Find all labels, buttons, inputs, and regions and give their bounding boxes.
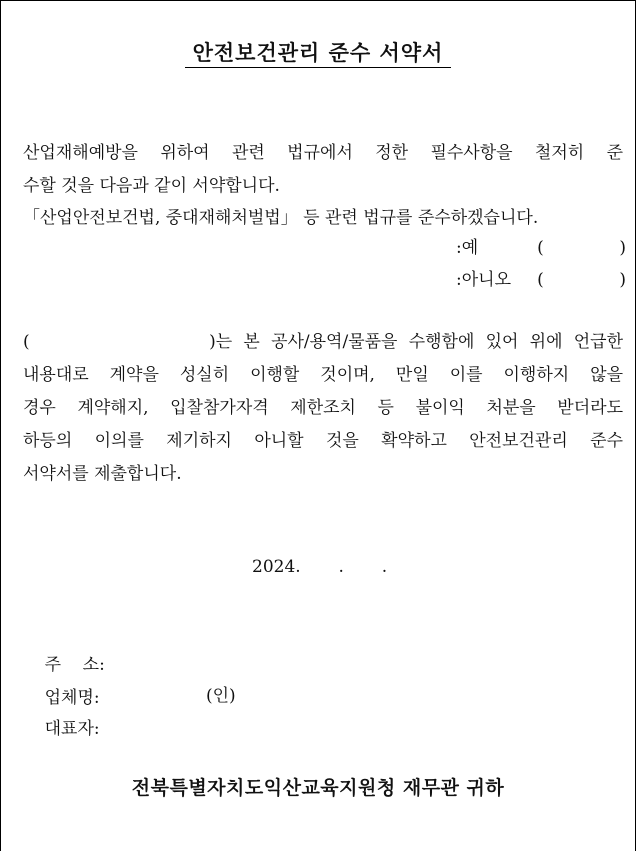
pledge-paragraph	[23, 326, 623, 491]
intro-paragraph	[23, 137, 623, 203]
pledge-line: 경우 계약해지, 입찰참가자격 제한조치 등 불이익 처분을 받더라도	[23, 398, 623, 418]
law-compliance-line	[23, 202, 623, 235]
address-label: 주 소:	[44, 655, 105, 675]
law-compliance-text: 「산업안전보건법, 중대재해처벌법」 등 관련 법규를 준수하겠습니다.	[23, 208, 539, 228]
answer-yes[interactable]	[456, 232, 626, 264]
seal-mark: (인)	[206, 686, 236, 706]
addressee-footer: 전북특별자치도익산교육지원청 재무관 귀하	[131, 777, 505, 799]
pledge-line: 하등의 이의를 제기하지 아니할 것을 확약하고 안전보건관리 준수	[23, 431, 623, 451]
pledge-line: ( )는 본 공사/용역/물품을 수행함에 있어 위에 언급한	[23, 332, 623, 352]
representative-label: 대표자:	[44, 719, 100, 739]
document-title	[1, 37, 635, 67]
document-title-text: 안전보건관리 준수 서약서	[185, 41, 452, 68]
intro-line: 수할 것을 다음과 같이 서약합니다.	[23, 176, 280, 196]
pledge-line: 서약서를 제출합니다.	[23, 464, 182, 484]
representative-field[interactable]	[23, 680, 100, 779]
answer-no-label: :아니오	[456, 270, 511, 290]
answer-yes-checkbox[interactable]: ( )	[537, 238, 626, 258]
intro-line: 산업재해예방을 위하여 관련 법규에서 정한 필수사항을 철저히 준	[23, 143, 623, 163]
answer-yes-label: :예	[456, 238, 479, 258]
company-name-label: 업체명:	[44, 688, 100, 708]
pledge-line: 내용대로 계약을 성실히 이행할 것이며, 만일 이를 이행하지 않을	[23, 365, 623, 385]
signing-date[interactable]: 2024. . .	[252, 557, 388, 577]
answer-no[interactable]	[456, 264, 626, 296]
answer-no-checkbox[interactable]: ( )	[537, 270, 626, 290]
